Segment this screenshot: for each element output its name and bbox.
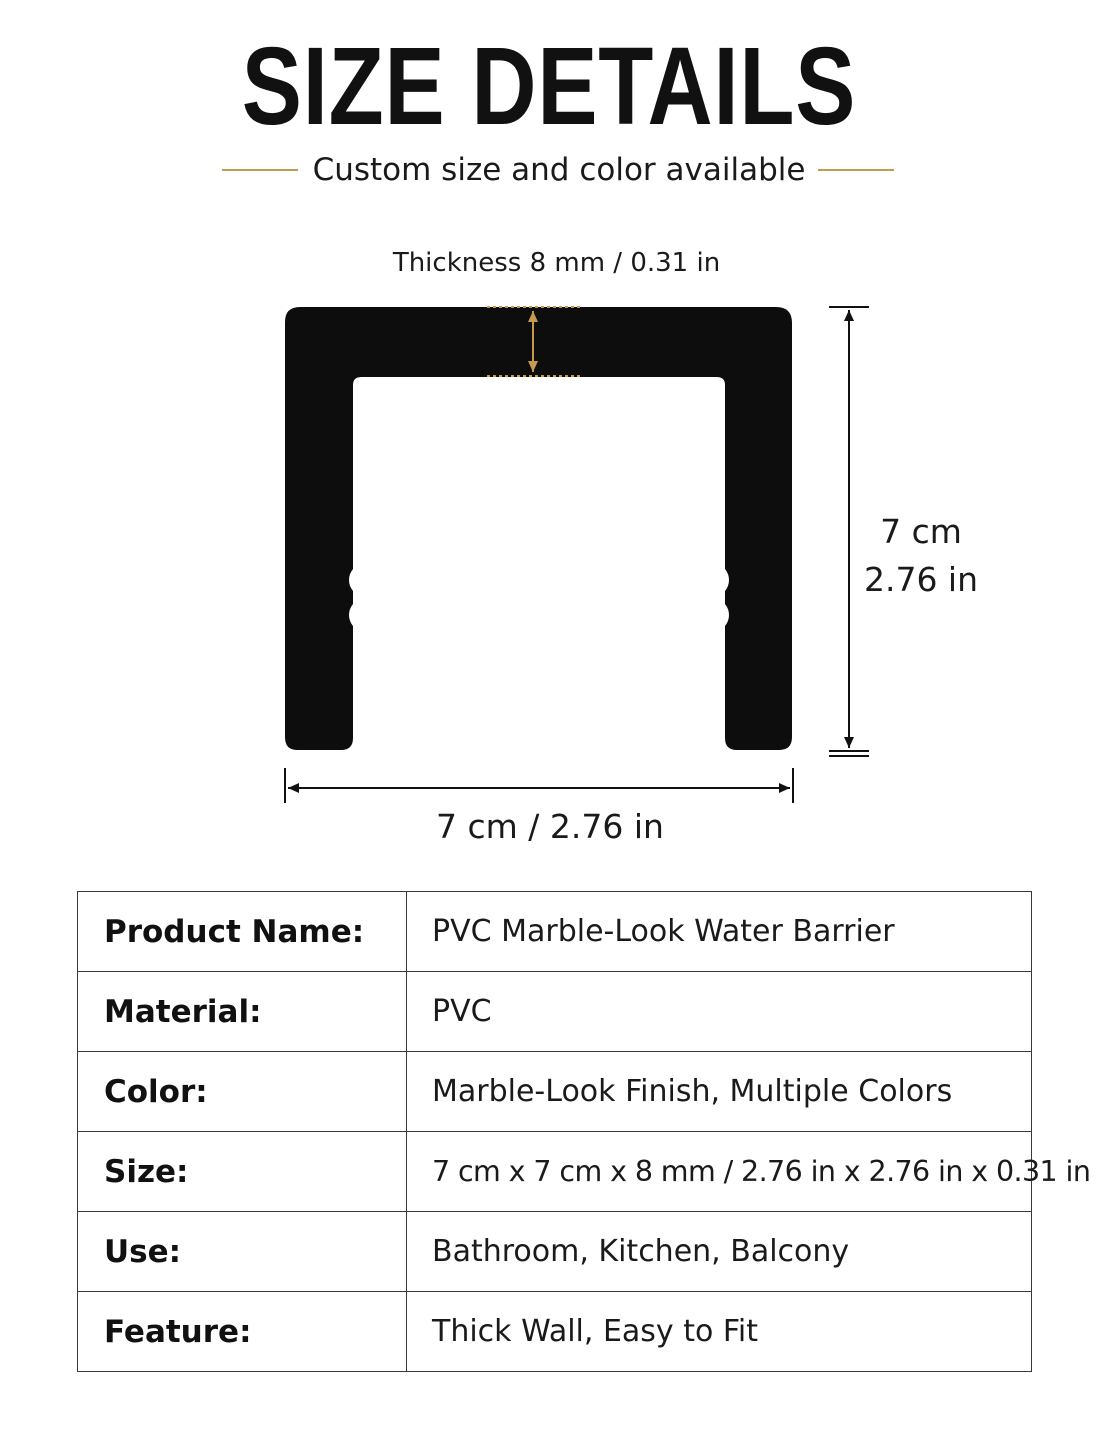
- spec-key: Use:: [78, 1212, 407, 1292]
- page-title: SIZE DETAILS: [241, 25, 857, 148]
- spec-value: PVC: [407, 972, 1032, 1052]
- height-label-in: 2.76 in: [863, 560, 979, 599]
- width-label: 7 cm / 2.76 in: [436, 807, 664, 846]
- specs-table: [77, 891, 1091, 1372]
- spec-value: Thick Wall, Easy to Fit: [407, 1292, 1032, 1372]
- spec-key: Size:: [78, 1132, 407, 1212]
- spec-value: Marble-Look Finish, Multiple Colors: [407, 1052, 1032, 1132]
- table-row: [78, 972, 1032, 1052]
- width-dimension: [285, 768, 793, 803]
- table-row: [78, 1212, 1032, 1292]
- spec-value: 7 cm x 7 cm x 8 mm / 2.76 in x 2.76 in x 0.31 in: [407, 1132, 1032, 1212]
- spec-key: Feature:: [78, 1292, 407, 1372]
- spec-key: Product Name:: [78, 892, 407, 972]
- u-channel-profile: [285, 307, 792, 750]
- spec-key: Material:: [78, 972, 407, 1052]
- table-row: [78, 1132, 1032, 1212]
- spec-value: Bathroom, Kitchen, Balcony: [407, 1212, 1032, 1292]
- height-label-cm: 7 cm: [880, 512, 962, 551]
- table-row: [78, 892, 1032, 972]
- height-label: [858, 508, 984, 604]
- spec-value: PVC Marble-Look Water Barrier: [407, 892, 1032, 972]
- table-row: [78, 1292, 1032, 1372]
- page-subtitle: Custom size and color available: [312, 152, 806, 188]
- thickness-label: Thickness 8 mm / 0.31 in: [392, 248, 721, 278]
- table-row: [78, 1052, 1032, 1132]
- spec-key: Color:: [78, 1052, 407, 1132]
